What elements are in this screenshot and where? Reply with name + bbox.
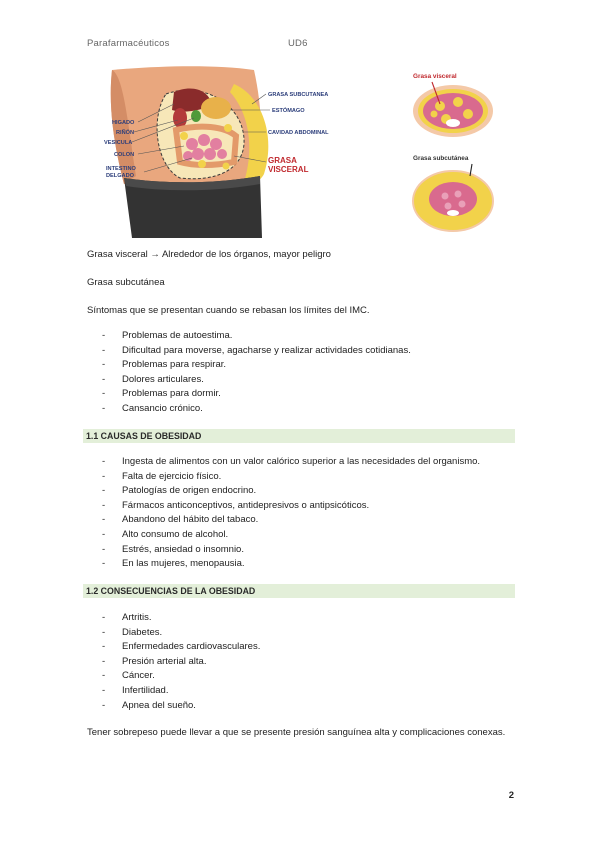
label-vesicula: VESICULA: [104, 140, 133, 146]
symptom-text: Dolores articulares.: [122, 373, 204, 385]
list-dash: -: [102, 670, 106, 682]
list-dash: -: [102, 699, 106, 711]
label-intestino: INTESTINO: [106, 166, 136, 172]
fat-cross-sections: [410, 66, 520, 238]
page-number: 2: [508, 790, 514, 801]
symptom-text: Problemas de autoestima.: [122, 330, 233, 341]
label-side-grasa-subcutanea: Grasa subcutánea: [413, 155, 469, 162]
label-grasa-visceral-1: GRASA: [268, 156, 297, 165]
cause-text: Fármacos anticonceptivos, antidepresivos o antipsicóticos.: [122, 499, 370, 511]
list-dash: -: [102, 470, 106, 482]
consequence-text: Artritis.: [122, 612, 152, 623]
consequence-text: Infertilidad.: [122, 684, 169, 696]
label-cavidad-abdominal: CAVIDAD ABDOMINAL: [268, 130, 329, 136]
cause-text: Estrés, ansiedad o insomnio.: [122, 543, 244, 555]
symptoms-intro: Síntomas que se presentan cuando se rebasan los límites del IMC.: [87, 305, 370, 316]
symptom-text: Problemas para dormir.: [122, 388, 221, 400]
cause-text: Alto consumo de alcohol.: [122, 528, 229, 540]
cause-text: Ingesta de alimentos con un valor calórico superior a las necesidades del organismo.: [122, 456, 481, 467]
label-grasa-subcutanea: GRASA SUBCUTANEA: [268, 92, 329, 98]
list-dash: -: [102, 330, 106, 341]
list-dash: -: [102, 641, 106, 653]
list-dash: -: [102, 684, 106, 696]
label-colon: COLON: [114, 152, 135, 158]
list-dash: -: [102, 344, 106, 356]
label-rinon: RIÑÓN: [116, 130, 135, 136]
list-dash: -: [102, 485, 106, 497]
label-higado: HIGADO: [112, 120, 135, 126]
symptom-text: Dificultad para moverse, agacharse y realizar actividades cotidianas.: [122, 344, 411, 356]
list-dash: -: [102, 456, 106, 467]
visceral-fat-line: Grasa visceral → Alrededor de los órganos, mayor peligro: [87, 249, 331, 260]
cause-text: En las mujeres, menopausia.: [122, 558, 245, 570]
closing-paragraph: Tener sobrepeso puede llevar a que se presente presión sanguínea alta y complicaciones conexas.: [87, 727, 506, 738]
list-dash: -: [102, 388, 106, 400]
list-dash: -: [102, 402, 106, 414]
header-unit: UD6: [288, 38, 308, 49]
subcutaneous-fat-line: Grasa subcutánea: [87, 277, 165, 288]
list-dash: -: [102, 514, 106, 526]
consequence-text: Presión arterial alta.: [122, 655, 207, 667]
section-heading-consequences: 1.2 CONSECUENCIAS DE LA OBESIDAD: [83, 584, 515, 598]
list-dash: -: [102, 373, 106, 385]
cause-text: Falta de ejercicio físico.: [122, 470, 222, 482]
list-dash: -: [102, 528, 106, 540]
header-subject: Parafarmacéuticos: [87, 38, 170, 49]
consequence-text: Apnea del sueño.: [122, 699, 196, 711]
list-dash: -: [102, 359, 106, 371]
label-estomago: ESTÓMAGO: [272, 108, 305, 114]
list-dash: -: [102, 626, 106, 638]
list-dash: -: [102, 499, 106, 511]
abdominal-fat-illustration: [84, 66, 374, 238]
label-delgado: DELGADO: [106, 173, 134, 179]
symptom-text: Cansancio crónico.: [122, 402, 203, 414]
list-dash: -: [102, 558, 106, 570]
symptom-text: Problemas para respirar.: [122, 359, 227, 371]
section-heading-causes: 1.1 CAUSAS DE OBESIDAD: [83, 429, 515, 443]
consequence-text: Diabetes.: [122, 626, 163, 638]
consequence-text: Enfermedades cardiovasculares.: [122, 641, 261, 653]
label-side-grasa-visceral: Grasa visceral: [413, 73, 457, 80]
list-dash: -: [102, 543, 106, 555]
list-dash: -: [102, 655, 106, 667]
cause-text: Patologías de origen endocrino.: [122, 485, 257, 497]
list-dash: -: [102, 612, 106, 623]
label-grasa-visceral-2: VISCERAL: [268, 165, 309, 174]
cause-text: Abandono del hábito del tabaco.: [122, 514, 259, 526]
consequence-text: Cáncer.: [122, 670, 155, 682]
